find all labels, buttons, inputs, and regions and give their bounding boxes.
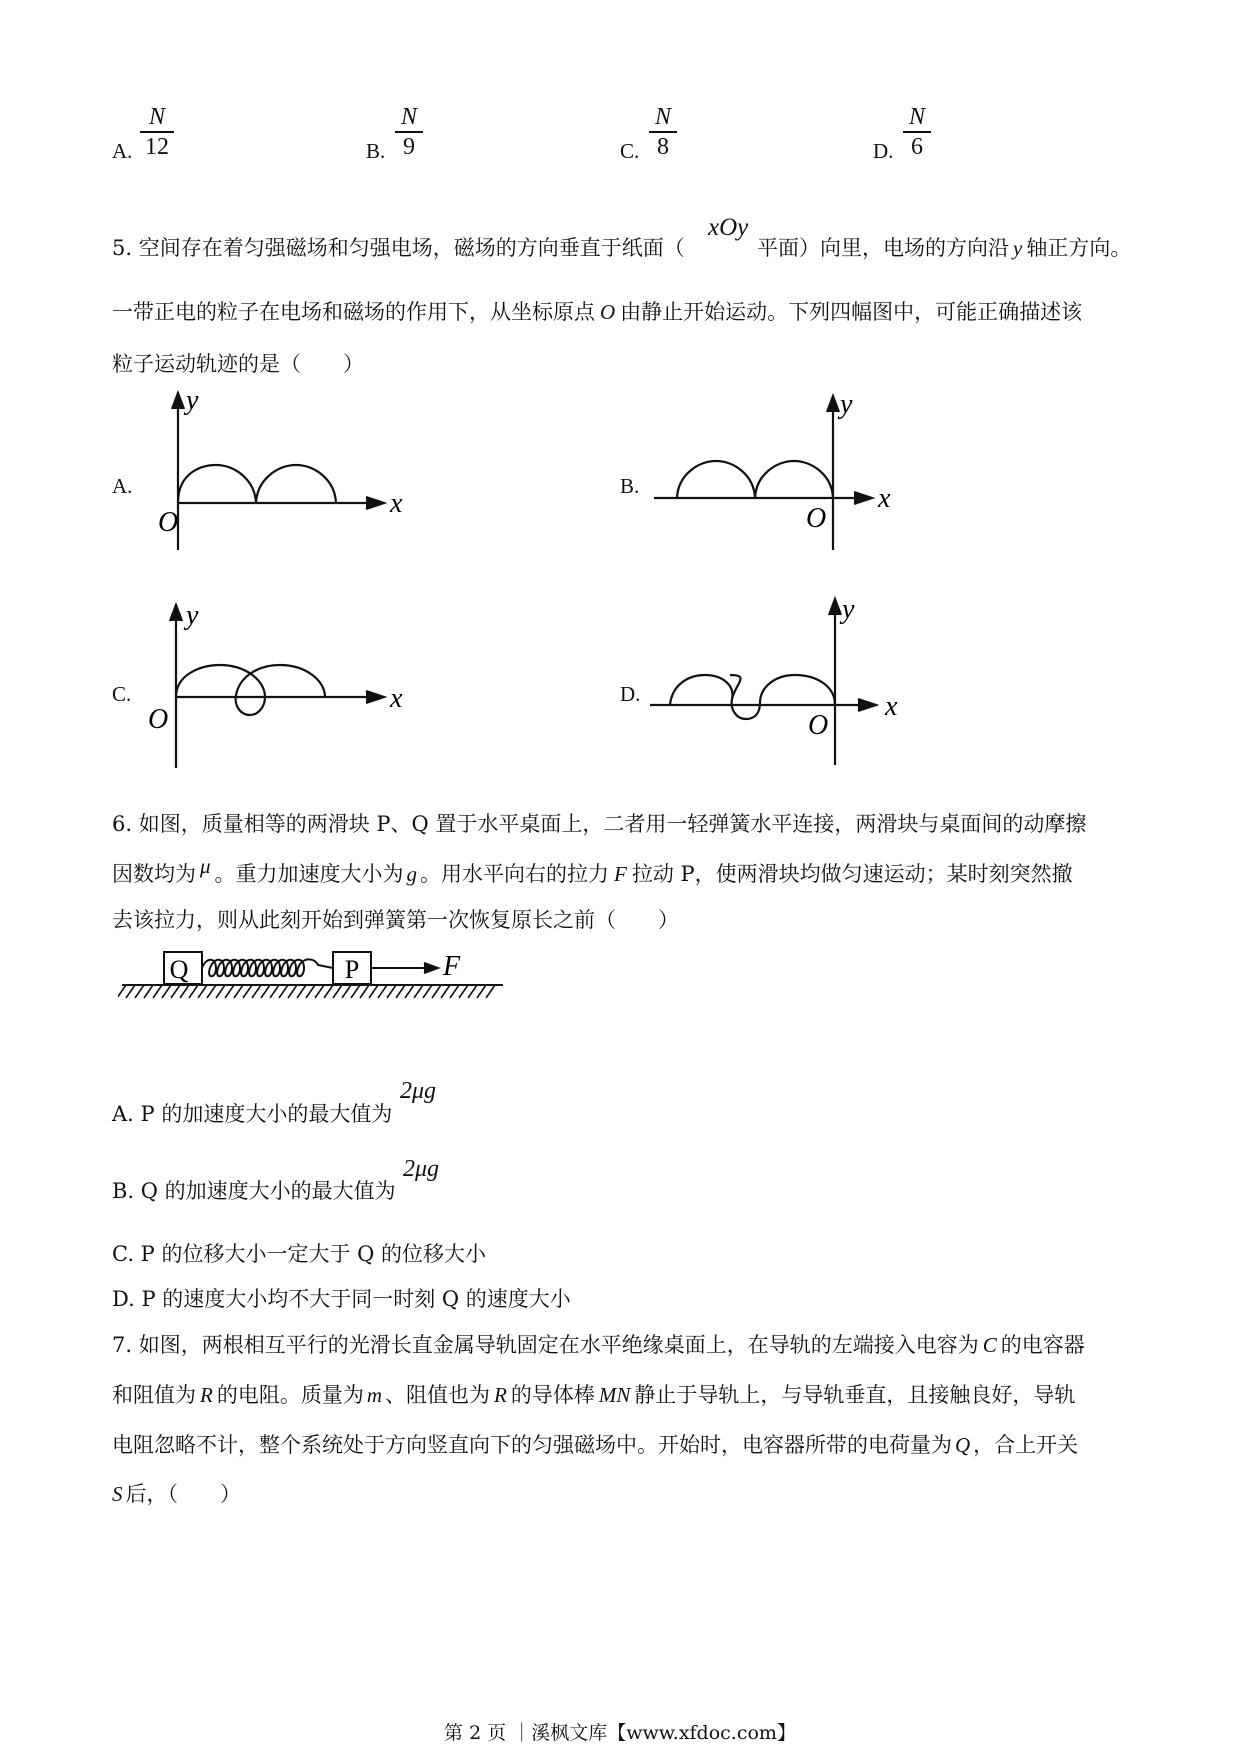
- q7-line-3: 电阻忽略不计，整个系统处于方向竖直向下的匀强磁场中。开始时，电容器所带的电荷量为 Q ，合上开关: [112, 1433, 1079, 1457]
- q4-option-b-fraction: N 9: [395, 104, 423, 160]
- ground-hatch-line: [405, 985, 414, 998]
- ground-hatch-line: [288, 985, 297, 998]
- ground-hatch-line: [396, 985, 405, 998]
- q5-fig-c-origin-label: O: [148, 704, 169, 735]
- q4-option-a-fraction: N 12: [140, 104, 174, 160]
- ground-hatch-line: [432, 985, 441, 998]
- ground-hatch-line: [144, 985, 153, 998]
- ground-hatch-line: [315, 985, 324, 998]
- ground-hatch-line: [126, 985, 135, 998]
- q5-fig-a-x-label: x: [390, 488, 403, 519]
- ground-hatch-line: [234, 985, 243, 998]
- q5-fig-b-label: B.: [620, 474, 640, 498]
- ground-hatch-line: [342, 985, 351, 998]
- ground-hatch-line: [171, 985, 180, 998]
- ground-hatch-line: [189, 985, 198, 998]
- q6-line-2: 因数均为 μ 。重力加速度大小为 g 。用水平向右的拉力 F 拉动 P，使两滑块均做匀速运动；某时刻突然撤: [112, 854, 1073, 886]
- ground-hatch-line: [252, 985, 261, 998]
- ground-hatch-line: [306, 985, 315, 998]
- page-footer: 第 2 页 ｜溪枫文库【www.xfdoc.com】: [444, 1722, 796, 1744]
- ground-hatch-line: [279, 985, 288, 998]
- ground-hatch-line: [180, 985, 189, 998]
- q6-option-a: A. P 的加速度大小的最大值为: [112, 1102, 393, 1126]
- ground-hatch-line: [387, 985, 396, 998]
- q6-option-b-math: 2μg: [403, 1156, 440, 1182]
- q5-fig-c-label: C.: [112, 682, 132, 706]
- ground-hatch-line: [207, 985, 216, 998]
- q7-line-4: S 后，（ ）: [112, 1482, 241, 1506]
- q5-xoy-math: xOy: [708, 214, 749, 241]
- q5-line-3: 粒子运动轨迹的是（ ）: [112, 352, 364, 376]
- q7-line-1: 7. 如图，两根相互平行的光滑长直金属导轨固定在水平绝缘桌面上，在导轨的左端接入电容为 C 的电容器: [112, 1333, 1085, 1357]
- ground-hatch-line: [369, 985, 378, 998]
- q5-fig-a-y-label: y: [186, 385, 199, 416]
- q5-figure-c: [140, 595, 420, 770]
- ground-hatch-line: [135, 985, 144, 998]
- q5-fig-a-label: A.: [112, 474, 133, 498]
- ground-hatch-line: [225, 985, 234, 998]
- ground-hatch-line: [450, 985, 459, 998]
- ground-hatch-line: [423, 985, 432, 998]
- q6-option-d: D. P 的速度大小均不大于同一时刻 Q 的速度大小: [112, 1287, 571, 1311]
- ground-hatch-line: [297, 985, 306, 998]
- q5-line-1-cont: 平面）向里，电场的方向沿 y 轴正方向。: [757, 236, 1132, 260]
- ground-hatch-line: [468, 985, 477, 998]
- ground-hatch-line: [162, 985, 171, 998]
- q5-figure-a: [140, 385, 420, 550]
- q7-line-2: 和阻值为 R 的电阻。质量为 m 、阻值也为 R 的导体棒 MN 静止于导轨上，与导轨垂直，且接触良好，导轨: [112, 1383, 1076, 1407]
- ground-hatch-line: [360, 985, 369, 998]
- q5-line-2: 一带正电的粒子在电场和磁场的作用下，从坐标原点 O 由静止开始运动。下列四幅图中，可能正确描述该: [112, 300, 1083, 324]
- q5-fig-b-y-label: y: [840, 390, 853, 420]
- ground-hatch-line: [414, 985, 423, 998]
- ground-hatch-line: [486, 985, 495, 998]
- ground-hatch-line: [324, 985, 333, 998]
- q5-fig-b-x-label: x: [878, 483, 891, 514]
- q4-option-d-label: D.: [873, 139, 894, 163]
- q5-fig-b-origin-label: O: [806, 503, 827, 534]
- q4-option-c-label: C.: [620, 139, 640, 163]
- q5-figure-d: [650, 595, 920, 770]
- q4-option-a-label: A.: [112, 139, 133, 163]
- ground-hatch-line: [270, 985, 279, 998]
- q6-option-c: C. P 的位移大小一定大于 Q 的位移大小: [112, 1242, 487, 1266]
- ground-hatch-line: [216, 985, 225, 998]
- q5-fig-c-y-label: y: [186, 600, 199, 631]
- ground-hatch-line: [459, 985, 468, 998]
- ground-hatch-line: [243, 985, 252, 998]
- q5-fig-d-label: D.: [620, 682, 641, 706]
- q5-fig-d-origin-label: O: [808, 710, 829, 741]
- q6-option-b: B. Q 的加速度大小的最大值为: [112, 1179, 396, 1203]
- q5-fig-d-y-label: y: [842, 595, 855, 625]
- q6-fig-q-label: Q: [169, 955, 189, 984]
- ground-hatch-line: [118, 985, 126, 998]
- q6-fig-f-label: F: [443, 951, 461, 982]
- q6-option-a-math: 2μg: [400, 1078, 437, 1104]
- q5-line-1: 5. 空间存在着匀强磁场和匀强电场，磁场的方向垂直于纸面（: [112, 236, 685, 260]
- q4-option-d-fraction: N 6: [903, 104, 931, 160]
- ground-hatch-line: [351, 985, 360, 998]
- q5-fig-d-x-label: x: [885, 691, 898, 722]
- ground-hatch-line: [198, 985, 207, 998]
- ground-hatch-line: [153, 985, 162, 998]
- q4-option-c-fraction: N 8: [649, 104, 677, 160]
- ground-hatch-line: [333, 985, 342, 998]
- q6-spring-figure: [118, 945, 518, 1005]
- q5-figure-b: [650, 390, 920, 555]
- q6-line-3: 去该拉力，则从此刻开始到弹簧第一次恢复原长之前（ ）: [112, 908, 679, 932]
- q6-fig-p-label: P: [344, 955, 360, 984]
- q5-fig-c-x-label: x: [390, 683, 403, 714]
- q4-option-b-label: B.: [366, 139, 386, 163]
- ground-hatch-line: [261, 985, 270, 998]
- ground-hatch-line: [477, 985, 486, 998]
- q5-fig-a-origin-label: O: [158, 507, 179, 538]
- ground-hatch-line: [441, 985, 450, 998]
- ground-hatch-line: [378, 985, 387, 998]
- q6-line-1: 6. 如图，质量相等的两滑块 P、Q 置于水平桌面上，二者用一轻弹簧水平连接，两滑块与桌面间的动摩擦: [112, 812, 1087, 836]
